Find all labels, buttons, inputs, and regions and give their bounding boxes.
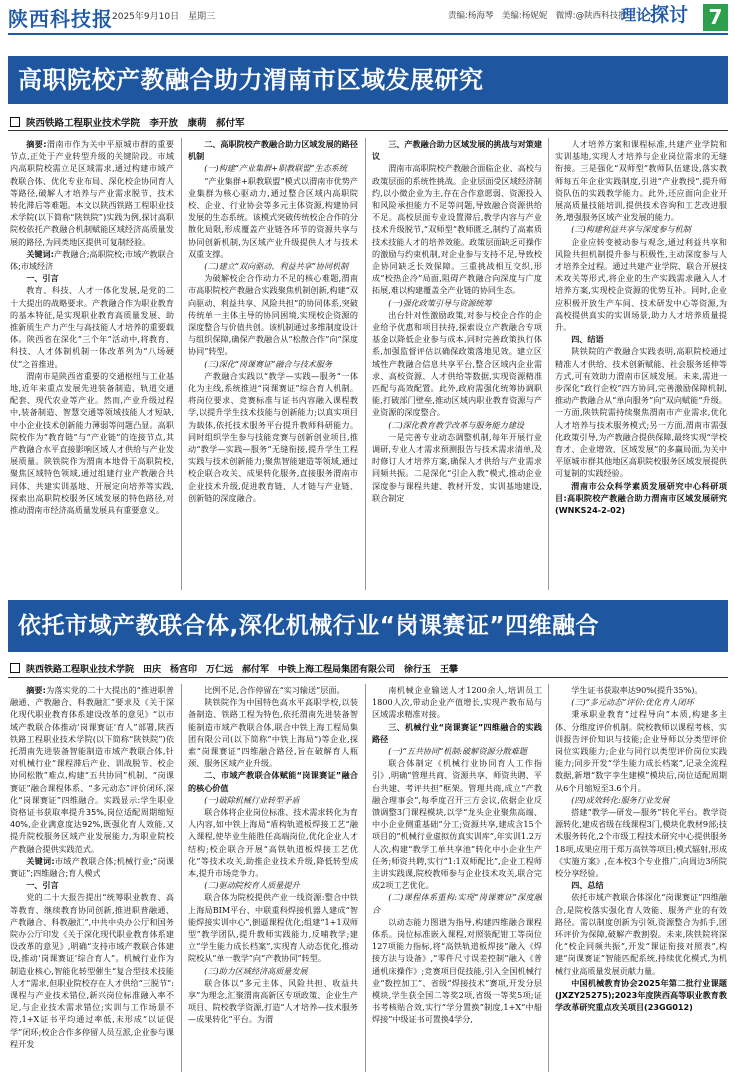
- text: 为破解校企合作动力不足的核心难题,渭南市高职院校产教融合实践聚焦机制创新,构建“双向驱动、利益共享、风险共担”的协同体系,突破传统单一主体主导的协同困境,实现校企资源的深度整合与价值共创。该机制通过多维制度设计与组织保障,确保产教融合从“松散合作”向“深度协同”转型。: [188, 273, 358, 357]
- column-divider: [181, 684, 182, 1072]
- funding-note: [555, 480, 727, 517]
- paragraph: [555, 236, 727, 334]
- section-heading: [10, 272, 174, 284]
- text: 联合体将企业岗位标准、技术需求转化为育人内容,如中铁上海局“盾构轨道板焊接工艺”融入课程,使毕业生能胜任高端岗位,优化企业人才结构;校企联合开展“高铁轨道板焊接工艺优化”等技术攻关,助推企业技术升级,降低转型成本,提升市场竞争力。: [188, 807, 358, 879]
- masthead-editors: 责编:杨海琴 美编:杨妮妮 微博:@陕西科技报: [448, 11, 627, 21]
- text: (四)成效转化:服务行业发展: [571, 794, 670, 805]
- article2-authors-text: 陕西铁路工程职业技术学院 田庆 杨宫印 万仁远 郝付军 中铁上海工程局集团有限公司 徐行玉 王攀: [26, 665, 459, 675]
- text: 三、机械行业“岗课赛证”四维融合的实践路径: [372, 721, 542, 744]
- text: 出台针对性激励政策,对参与校企合作的企业给予优惠和项目扶持,探索设立产教融合专项基金以降低企业参与成本,同时完善政策执行体系,加强监督评估以确保政策落地见效。建立区域性产教融合信息共享平台,整合区域内企业需求、高校资源、人才供给等数据,实现资源精准匹配与高效配置。此外,政府需强化统筹协调职能,打破部门壁垒,推动区域内职业教育资源与产业资源的深度整合。: [372, 309, 542, 418]
- paragraph: [188, 684, 358, 696]
- text: (二)深化教育教学改革与服务能力建设: [388, 419, 525, 430]
- article2-title: 依托市域产教联合体,深化机械行业“岗课赛证”四维融合: [8, 600, 728, 652]
- text: 秉承职业教育“过程导向”本质,构建多主体、分维度评价机制。院校教师以课程考核、实训报告评价知识与技能;企业导师以分类型评价岗位实践能力;企业与同行以类型评价岗位实践能力;同步开发“学生能力成长档案”,记录全流程数据,新增“数字孪生建模”模块后,岗位适配周期从6个月缩短至3.6个月。: [555, 709, 727, 793]
- paragraph: [188, 806, 358, 879]
- masthead-name: 陕西科技报: [8, 7, 113, 31]
- text: 四、结语: [571, 334, 604, 345]
- article2-authors-rule: [8, 677, 728, 678]
- subsection-heading: [188, 162, 358, 174]
- text: 三、产教融合助力区域发展的挑战与对策建议: [372, 139, 542, 162]
- text: 搭建“教学—研发—服务”转化平台。教学资源转化,建成省级在线课程3门,模块化教材9部;技术服务转化,2个市级工程技术研究中心提供服务18项,成果应用于郑万高铁等项目;模式辐射,形成《实施方案》,在本校3个专业推广,向周边3所院校分享经验。: [555, 807, 727, 879]
- keywords: [10, 248, 174, 272]
- text: 教育、科技、人才一体化发展,是党的二十大提出的战略要求。产教融合作为职业教育的基本特征,是实现职业教育高质量发展、助推新质生产力产生与高技能人才培养的重要载体。陕西省在深化“三个年”活动中,将教育、科技、人才体制机制一体改革列为“八场硬仗”之首推进。: [10, 285, 174, 369]
- section-heading: [188, 138, 358, 162]
- header-rule: [8, 33, 728, 35]
- text: 市域产教联合体;机械行业;“岗课赛证”;四维融合;育人模式: [10, 855, 174, 879]
- article1-column-4: [555, 138, 727, 590]
- article1-column-1: [10, 138, 174, 590]
- text: 二、高职院校产教融合助力区域发展的路径机制: [188, 139, 358, 162]
- text: (二)建立“双向驱动、利益共享”协同机制: [204, 261, 349, 272]
- subsection-heading: [188, 260, 358, 272]
- article1-column-3: [372, 138, 542, 590]
- text: (三)“多元动态”评价:优化育人闭环: [571, 697, 694, 708]
- section-heading: [372, 721, 542, 745]
- text: (一)“五共协同”机制:破解资源分散难题: [388, 746, 527, 757]
- paragraph: [188, 696, 358, 769]
- inline-label: 关键词:: [26, 855, 55, 866]
- text: 二、市域产教联合体赋能“岗课赛证”融合的核心价值: [188, 770, 358, 793]
- page-number-badge: 7: [703, 4, 728, 31]
- paragraph: [188, 891, 358, 964]
- subsection-heading: [188, 879, 358, 891]
- text: 中国机械教育协会2025年第二批行业课题(JXZY25275);2023年度陕西高等职业教育教学改革研究重点攻关项目(23GG012): [555, 977, 727, 1013]
- text: 党的二十大报告提出“统筹职业教育、高等教育、继续教育协同创新,推进职普融通、产教融合、科教融汇”,中共中央办公厅和国务院办公厅印发《关于深化现代职业教育体系建设改革的意见》,明确“支持市域产教联合体建设,推动‘岗课赛证’综合育人”。机械行业作为制造业核心,智能化转型催生“复合型技术技能人才”需求,但职业院校存在人才供给“三脱节”:课程与产业技术错位,新兴岗位标准融入率不足,与企业技术需求错位;实训与工作场景不符,1+X证书平均通过率低,未形成“以证促学”闭环;校企合作多停留人员互派,企业参与课程开发: [10, 892, 174, 1049]
- text: 依托市域产教联合体深化“岗课赛证”四维融合,是院校落实强化育人效能、服务产业的有效路径。需以制度创新为引领,资源整合为抓手,团环评价为保障,破解产教割裂。未来,陕铁院将深化“校企同频共振”,开发“课证衔接对照表”,构建“岗课赛证”智能匹配系统,持续优化模式,为机械行业高质量发展贡献力量。: [555, 892, 727, 976]
- section-heading: [555, 879, 727, 891]
- column-divider: [548, 684, 549, 1072]
- column-divider: [365, 138, 366, 590]
- article1-authors-rule: [8, 130, 728, 131]
- text: 学生证书获取率达90%(提升35%)。: [571, 685, 703, 695]
- paragraph: [372, 162, 542, 296]
- paragraph: [372, 431, 542, 504]
- paragraph: [372, 684, 542, 721]
- text: 一是完善专业动态调整机制,每年开展行业调研,专业人才需求预测报告与技术需求清单,及时修订人才培养方案,确保人才供给与产业需求同频共振。二是深化“引企入教”模式,推动企业深度参与课程共建、教材开发、实训基地建设,联合制定: [372, 431, 542, 503]
- paragraph: [555, 684, 727, 696]
- subsection-heading: [555, 696, 727, 708]
- text: (一)构建“产业集群+职教联盟”生态系统: [204, 163, 347, 174]
- subsection-heading: [555, 223, 727, 235]
- text: 陕铁院作为中国特色高水平高职学校,以装备制造、铁路工程为特色,依托渭南先进装备智能制造市域产教联合体,联合中铁上海工程局集团有限公司(以下简称“中铁上海局”)等企业,探索“岗课赛证”四维融合路径,旨在破解育人瓶颈、服务区域产业升级。: [188, 697, 358, 769]
- text: 渭南市高职院校产教融合面临企业、高校与政策层面的系统性挑战。企业层面受区域经济制约,以小微企业为主,存在合作意愿弱、资源投入和风险承担能力不足等问题,导致融合资源供给不足。高校层面专业设置滞后,教学内容与产业技术升级脱节,“双师型”教师匮乏,制约了高素质技术技能人才的培养效能。政策层面缺乏可操作的激励与约束机制,对企业参与支持不足,导致校企协同缺乏长效保障。三重挑战相互交织,形成“校热企冷”局面,阻碍产教融合向深度与广度拓展,难以构建覆盖全产业链的协同生态。: [372, 163, 542, 296]
- subsection-heading: [372, 419, 542, 431]
- inline-label: 摘要:: [26, 139, 47, 149]
- paragraph: [372, 309, 542, 419]
- masthead-date: 2025年9月10日 星期三: [112, 12, 216, 22]
- text: 南机械企业输送人才1200余人,培训员工1800人次,带动企业产值增长,实现产教布局与区域需求精准对接。: [372, 685, 542, 720]
- text: (二)驱动院校育人质量提升: [204, 880, 300, 891]
- paragraph: [372, 757, 542, 891]
- article2-authors: [10, 662, 458, 675]
- text: (三)深化“岗课赛证”融合与技术服务: [204, 358, 333, 369]
- section-heading: [188, 769, 358, 793]
- text: 比例不足,合作停留在“实习输送”层面。: [204, 685, 345, 695]
- text: 联合体为院校提供产业一线资源:整合中铁上海局BIM平台、中联重科焊接机器人建成“智能焊接实训中心”,倒逼课程优化;组建“1+1双师型”教学团队,提升教师实践能力,反哺教学;建立“学生能力成长档案”,实现育人动态优化,推动院校从“单一教学”向“产教协同”转型。: [188, 892, 358, 964]
- paragraph: [188, 175, 358, 260]
- article2-column-2: [188, 684, 358, 1072]
- text: (三)构建利益共享与深度参与机制: [571, 224, 691, 235]
- abstract: [10, 138, 174, 248]
- article1-authors-text: 陕西铁路工程职业技术学院 李开放 康萌 郝付军: [26, 118, 245, 129]
- paragraph: [188, 370, 358, 504]
- article2-column-3: [372, 684, 542, 1072]
- subsection-heading: [372, 745, 542, 757]
- column-divider: [548, 138, 549, 590]
- subsection-heading: [188, 794, 358, 806]
- paragraph: [555, 708, 727, 793]
- subsection-heading: [372, 891, 542, 915]
- article1-authors: [10, 115, 245, 129]
- text: 渭南市是陕西省重要的交通枢纽与工业基地,近年来重点发展先进装备制造、轨道交通配套、现代农业等产业。然而,产业升级过程中,装备制造、智慧交通等领域技能人才短缺,中小企业技术创新能力薄弱等问题凸显。高职院校作为“教育链”与“产业链”的连接节点,其产教融合水平直接影响区域人才供给与产业发展质量。陕铁院作为渭南本地骨干高职院校,聚焦区域特色领域,通过组建行业产教融合共同体、共建实训基地、开展定向培养等实践,探索出高职院校服务区域发展的特色路径,对推动渭南市经济高质量发展具有重要意义。: [10, 370, 174, 516]
- section-heading: [10, 879, 174, 891]
- subsection-heading: [188, 358, 358, 370]
- text: 人才培养方案和课程标准,共建产业学院和实训基地,实现人才培养与企业岗位需求的无缝衔接。三是强化“双师型”教师队伍建设,落实教师每五年企业实践制度,引进“产业教授”,提升师资队伍的实践教学能力。此外,还应面向企业开展高质量技能培训,提供技术咨询和工艺改进服务,增强服务区域产业发展的能力。: [555, 139, 727, 223]
- paragraph: [10, 891, 174, 1050]
- paragraph: [555, 806, 727, 879]
- article2-column-4: [555, 684, 727, 1072]
- text: 为落实党的二十大提出的“推进职普融通、产教融合、科教融汇”要求及《关于深化现代职业教育体系建设改革的意见》“以市域产教联合体推动‘岗课赛证’育人”部署,陕西铁路工程职业技术学院(以下简称“陕铁院”)依托渭南先进装备智能制造市域产教联合体,针对机械行业“课程滞后产业、训战脱节、校企协同松散”难点,构建“五共协同”机制、“岗课赛证”融合课程体系、“多元动态”评价闭环,深化“岗课赛证”四维融合。实践显示:学生职业资格证书获取率提升35%,岗位适配周期缩短40%,企业满意度达92%,既强化育人效能,又提升院校服务区域产业发展能力,为职业院校产教融合提供实践范式。: [10, 685, 174, 854]
- text: 联合体以“多元主体、风险共担、收益共享”为理念,汇聚渭南高新区专项政策、企业生产项目、院校教学资源,打造“人才培养—技术服务—成果转化”平台。为渭: [188, 977, 358, 1025]
- text: 陕铁院的产教融合实践表明,高职院校通过精准人才供给、技术创新赋能、社会服务延伸等方式,可有效助力渭南市区域发展。未来,需进一步深化“政行企校”四方协同,完善激励保障机制,推动产教融合从“单向服务”向“双向赋能”升级。一方面,陕铁院需持续聚焦渭南市产业需求,优化人才培养与技术服务模式;另一方面,渭南市需强化政策引导,为产教融合提供保障,最终实现“学校育才、企业增效、区域发展”的多赢局面,为关中平原城市群其他地区高职院校服务区域发展提供可复制的实践经验。: [555, 346, 727, 479]
- text: 产教融合;高职院校;市域产教联合体;市域经济: [10, 248, 174, 272]
- funding-note: [555, 977, 727, 1014]
- article2-column-1: [10, 684, 174, 1072]
- paragraph: [10, 370, 174, 516]
- column-divider: [365, 684, 366, 1072]
- paragraph: [188, 977, 358, 1026]
- author-box-icon: [10, 663, 20, 673]
- article1-column-2: [188, 138, 358, 590]
- author-box-icon: [10, 117, 20, 127]
- inline-label: 摘要:: [26, 685, 46, 695]
- paragraph: [10, 284, 174, 369]
- text: 渭南市作为关中平原城市群的重要节点,正处于产业转型升级的关键阶段。市域内高职院校需立足区域需求,通过构建市域产教联合体、优化专业布局、深化校企协同育人等路径,破解人才培养与产业需求脱节、技术转化滞后等难题。本文以陕西铁路工程职业技术学院(以下简称“陕铁院”)实践为例,探讨高职院校依托产教融合机制赋能区域经济高质量发展的路径,为同类地区提供可复制经验。: [10, 139, 174, 247]
- paragraph: [188, 272, 358, 357]
- paragraph: [555, 138, 727, 223]
- text: 以动态能力图谱为指导,构建四维融合课程体系。岗位标准嵌入课程,对照装配钳工等岗位127项能力指标,将“高铁轨道板焊接”融入《焊接方法与设备》,“零件尺寸误差控制”融入《普通机床操作》;竞赛项目促技能,引入全国机械行业“数控加工”、省级“焊接技术”赛项,开发分层模块,学生获全国二等奖2项,省级一等奖5项;证书考核贴合效,实行“学分置换”制度,1+X“中船焊接”中级证书可置换4学分,: [372, 916, 542, 1025]
- column-divider: [181, 138, 182, 590]
- text: (一)强化政策引导与资源统筹: [388, 297, 492, 308]
- text: 产教融合实践以“教学—实践—服务”一体化为主线,系统推进“岗课赛证”综合育人机制。将岗位要求、竞赛标准与证书内容融入课程教学,以提升学生技术技能与创新能力;以真实项目为载体,依托技术服务平台提升教师科研能力。同时组织学生参与技能竞赛与创新创业项目,推动“教学—实践—服务”无缝衔接,提升学生工程实践与技术创新能力;聚焦智能建造等领域,通过校企联合攻关、成果转化服务,直接服务渭南市企业技术升级,促进教育链、人才链与产业链、创新链的深度融合。: [188, 370, 358, 503]
- subsection-heading: [555, 794, 727, 806]
- section-heading: [555, 333, 727, 345]
- inline-label: 关键词:: [26, 248, 54, 259]
- paragraph: [372, 916, 542, 1026]
- text: 企业应转变被动参与观念,通过利益共享和风险共担机制提升参与积极性,主动深度参与人才培养全过程。通过共建产业学院、联合开展技术攻关等形式,将企业的生产实践需求融入人才培养方案,实现校企资源的优势互补。同时,企业应积极开放生产车间、技术研发中心等资源,为高校提供真实的实训场景,助力人才培养质量提升。: [555, 236, 727, 333]
- subsection-heading: [372, 297, 542, 309]
- text: (一)破除机械行业转型矛盾: [204, 794, 300, 805]
- article1-title: 高职院校产教融合助力渭南市区域发展研究: [8, 56, 728, 104]
- text: 一、引言: [26, 880, 59, 891]
- abstract: [10, 684, 174, 855]
- text: (三)助力区域经济高质量发展: [204, 965, 308, 976]
- paragraph: [555, 891, 727, 976]
- text: 联合体制定《机械行业协同育人工作指引》,明确“管理共商、资源共享、师资共聘、平台共建、考评共担”框架。管理共商,成立“产教融合理事会”,每季度召开三方会议,依据企业反馈调整3门课程模块,以学“龙头企业聚焦高端、中小企业侧重基础”分工;资源共享,建成含15个项目的“机械行业虚拟仿真实训库”,年实训1.2万人次,构建“教学工单共享池”转化中小企业生产任务;师资共聘,实行“1:1双师配比”,企业工程师主讲实践课,院校教师参与企业技术攻关,联合完成2项工艺优化。: [372, 758, 542, 891]
- text: 一、引言: [26, 273, 59, 284]
- section-label-theory: 理论: [621, 6, 652, 24]
- subsection-heading: [188, 965, 358, 977]
- text: “产业集群+职教联盟”模式以渭南市优势产业集群为核心驱动力,通过整合区域内高职院校、企业、行业协会等多元主体资源,构建协同发展的生态系统。该模式突破传统校企合作的分散化局限,形成覆盖产业链各环节的资源共享与协同创新机制,为区域产业升级提供人才与技术双重支撑。: [188, 175, 358, 259]
- text: (二)课程体系重构:实现“岗课赛证”深度融合: [372, 892, 542, 915]
- text: 渭南市公众科学素质发展研究中心科研项目:高职院校产教融合助力渭南市区域发展研究(WNKS24-2-02): [555, 480, 727, 516]
- text: 四、总结: [571, 880, 604, 891]
- paragraph: [555, 345, 727, 479]
- keywords: [10, 855, 174, 879]
- section-label-discussion: 探讨: [650, 4, 689, 26]
- section-heading: [372, 138, 542, 162]
